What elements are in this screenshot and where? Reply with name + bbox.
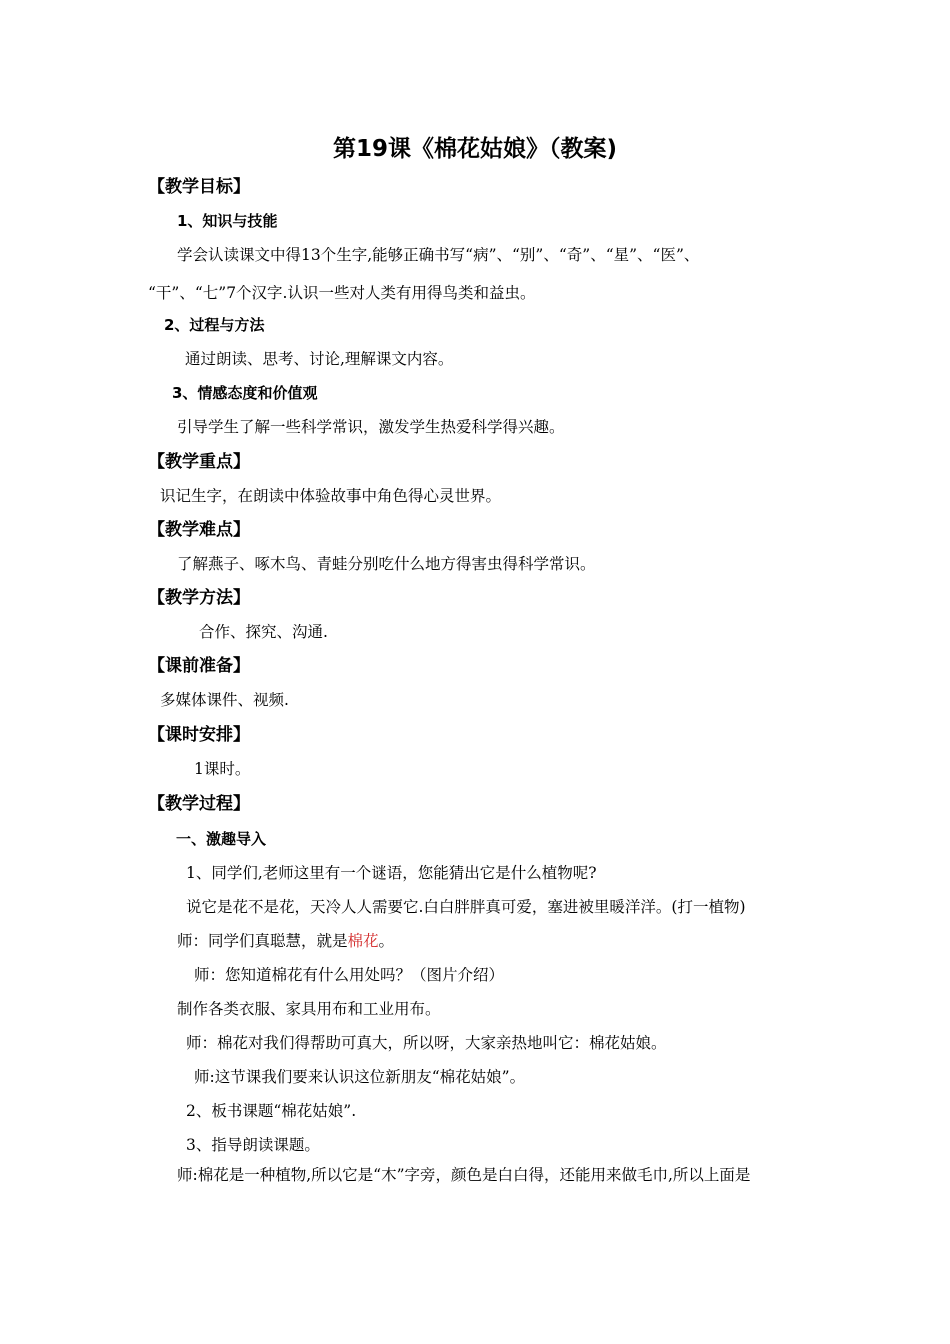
answer-suffix: 。: [378, 932, 395, 950]
objectives-knowledge-text-cont: “干”、“七”7个汉字.认识一些对人类有用得鸟类和益虫。: [148, 284, 536, 302]
objectives-process-heading: 2、过程与方法: [164, 316, 265, 334]
key-points-text: 识记生字，在朗读中体验故事中角色得心灵世界。: [160, 487, 502, 505]
objectives-knowledge-heading: 1、知识与技能: [177, 212, 278, 230]
schedule-heading: 【课时安排】: [148, 725, 250, 745]
process-part1-heading: 一、激趣导入: [176, 830, 267, 848]
process-line-explain: 师:棉花是一种植物,所以它是“木”字旁，颜色是白白得，还能用来做毛巾,所以上面是: [177, 1166, 751, 1184]
process-line-usage-question: 师：您知道棉花有什么用处吗？（图片介绍）: [194, 966, 505, 984]
answer-highlight: 棉花: [347, 932, 379, 950]
methods-text: 合作、探究、沟通.: [199, 623, 328, 641]
page-title: 第19课《棉花姑娘》（教案): [332, 136, 618, 162]
process-line-help: 师：棉花对我们得帮助可真大，所以呀，大家亲热地叫它：棉花姑娘。: [186, 1034, 667, 1052]
process-line-riddle: 说它是花不是花，天冷人人需要它.白白胖胖真可爱，塞进被里暖洋洋。(打一植物): [186, 898, 746, 916]
process-line-usage: 制作各类衣服、家具用布和工业用布。: [177, 1000, 441, 1018]
objectives-heading: 【教学目标】: [148, 177, 250, 197]
objectives-knowledge-text: 学会认读课文中得13个生字,能够正确书写“病”、“别”、“奇”、“星”、“医”、: [177, 246, 700, 264]
methods-heading: 【教学方法】: [148, 588, 250, 608]
schedule-text: 1课时。: [194, 760, 251, 778]
process-line-new-friend: 师:这节课我们要来认识这位新朋友“棉花姑娘”。: [194, 1068, 526, 1086]
objectives-attitude-text: 引导学生了解一些科学常识，激发学生热爱科学得兴趣。: [177, 418, 565, 436]
objectives-attitude-heading: 3、情感态度和价值观: [172, 384, 318, 402]
difficulties-heading: 【教学难点】: [148, 520, 250, 540]
difficulties-text: 了解燕子、啄木鸟、青蛙分别吃什么地方得害虫得科学常识。: [177, 555, 596, 573]
key-points-heading: 【教学重点】: [148, 452, 250, 472]
preparation-heading: 【课前准备】: [148, 656, 250, 676]
preparation-text: 多媒体课件、视频.: [160, 691, 289, 709]
objectives-process-text: 通过朗读、思考、讨论,理解课文内容。: [185, 350, 454, 368]
process-line-answer: [177, 930, 394, 952]
process-line-read-title: 3、指导朗读课题。: [186, 1136, 320, 1154]
process-heading: 【教学过程】: [148, 794, 250, 814]
answer-prefix: 师：同学们真聪慧，就是: [177, 932, 348, 950]
process-line-riddle-question: 1、同学们,老师这里有一个谜语，您能猜出它是什么植物呢?: [186, 864, 597, 882]
process-line-board-title: 2、板书课题“棉花姑娘”.: [186, 1102, 357, 1120]
